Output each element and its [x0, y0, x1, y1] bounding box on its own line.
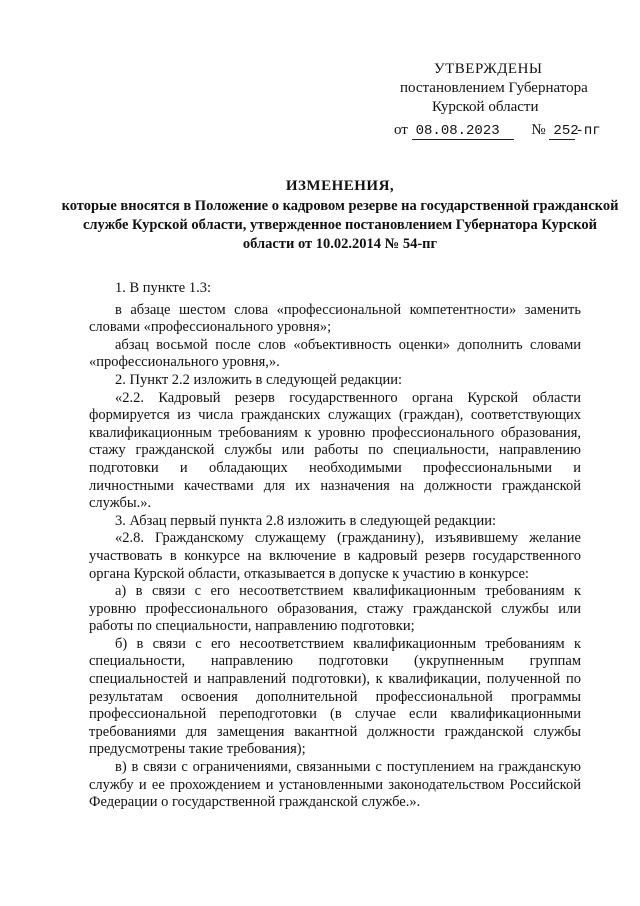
- approval-heading: УТВЕРЖДЕНЫ: [434, 61, 543, 77]
- date-prefix: от: [394, 122, 408, 138]
- approval-stamp: [394, 60, 624, 141]
- paragraph-6: 3. Абзац первый пункта 2.8 изложить в следующей редакции:: [115, 512, 496, 529]
- paragraph-3: абзац восьмой после слов «объективность оценки» дополнить словами «профессионального уровня,».: [89, 336, 581, 371]
- title-subtitle: которые вносятся в Положение о кадровом резерве на государственной гражданской службе Курской области, утвержденное постановлением Губернатора Курской области от 10.02.2014 № 54-пг: [61, 198, 619, 252]
- paragraph-9: б) в связи с его несоответствием квалификационным требованиям к специальности, направлению подготовки (укрупненным группам специальностей и направлений подготовки), к квалификации, полученной по результатам освоения дополнительной профессиональной программы профессиональной переподготовки (в случае если квалификационными требованиями для замещения вакантной должности гражданской службы предусмотрены такие требования);: [89, 635, 581, 758]
- paragraph-8: а) в связи с его несоответствием квалификационным требованиям к уровню профессионального образования, стажу гражданской службы или работы по специальности, направлению подготовки;: [89, 583, 581, 635]
- document-title: [60, 176, 620, 254]
- paragraph-4: 2. Пункт 2.2 изложить в следующей редакции:: [115, 371, 403, 388]
- number-prefix: №: [531, 122, 546, 138]
- paragraph-5: «2.2. Кадровый резерв государственного органа Курской области формируется из числа гражданских служащих (граждан), соответствующих квалификационным требованиям к уровню профессионального образования, стажу гражданской службы или работы по специальности, направлению подготовки и обладающих необходимыми профессиональными и личностными качествами для их назначения на должности гражданской службы.».: [89, 389, 581, 512]
- number-suffix: -пг: [575, 123, 601, 139]
- title-main: ИЗМЕНЕНИЯ,: [285, 178, 395, 194]
- approval-number: 252: [549, 124, 575, 140]
- paragraph-10: в) в связи с ограничениями, связанными с поступлением на гражданскую службу и ее прохождением и установленными законодательством Российской Федерации о государственной гражданской службе.».: [89, 759, 581, 811]
- approval-region: Курской области: [432, 99, 539, 115]
- approval-authority: постановлением Губернатора: [400, 80, 588, 96]
- approval-date-line: [394, 121, 624, 141]
- paragraph-7: «2.8. Гражданскому служащему (гражданину), изъявившему желание участвовать в конкурсе на включение в кадровый резерв государственного органа Курской области, отказывается в допуске к участию в конкурсе:: [89, 530, 581, 582]
- paragraph-2: в абзаце шестом слова «профессиональной компетентности» заменить словами «профессионального уровня»;: [89, 301, 581, 336]
- document-body: [89, 280, 581, 812]
- approval-date: 08.08.2023: [412, 124, 514, 140]
- paragraph-1: 1. В пункте 1.3:: [115, 280, 211, 296]
